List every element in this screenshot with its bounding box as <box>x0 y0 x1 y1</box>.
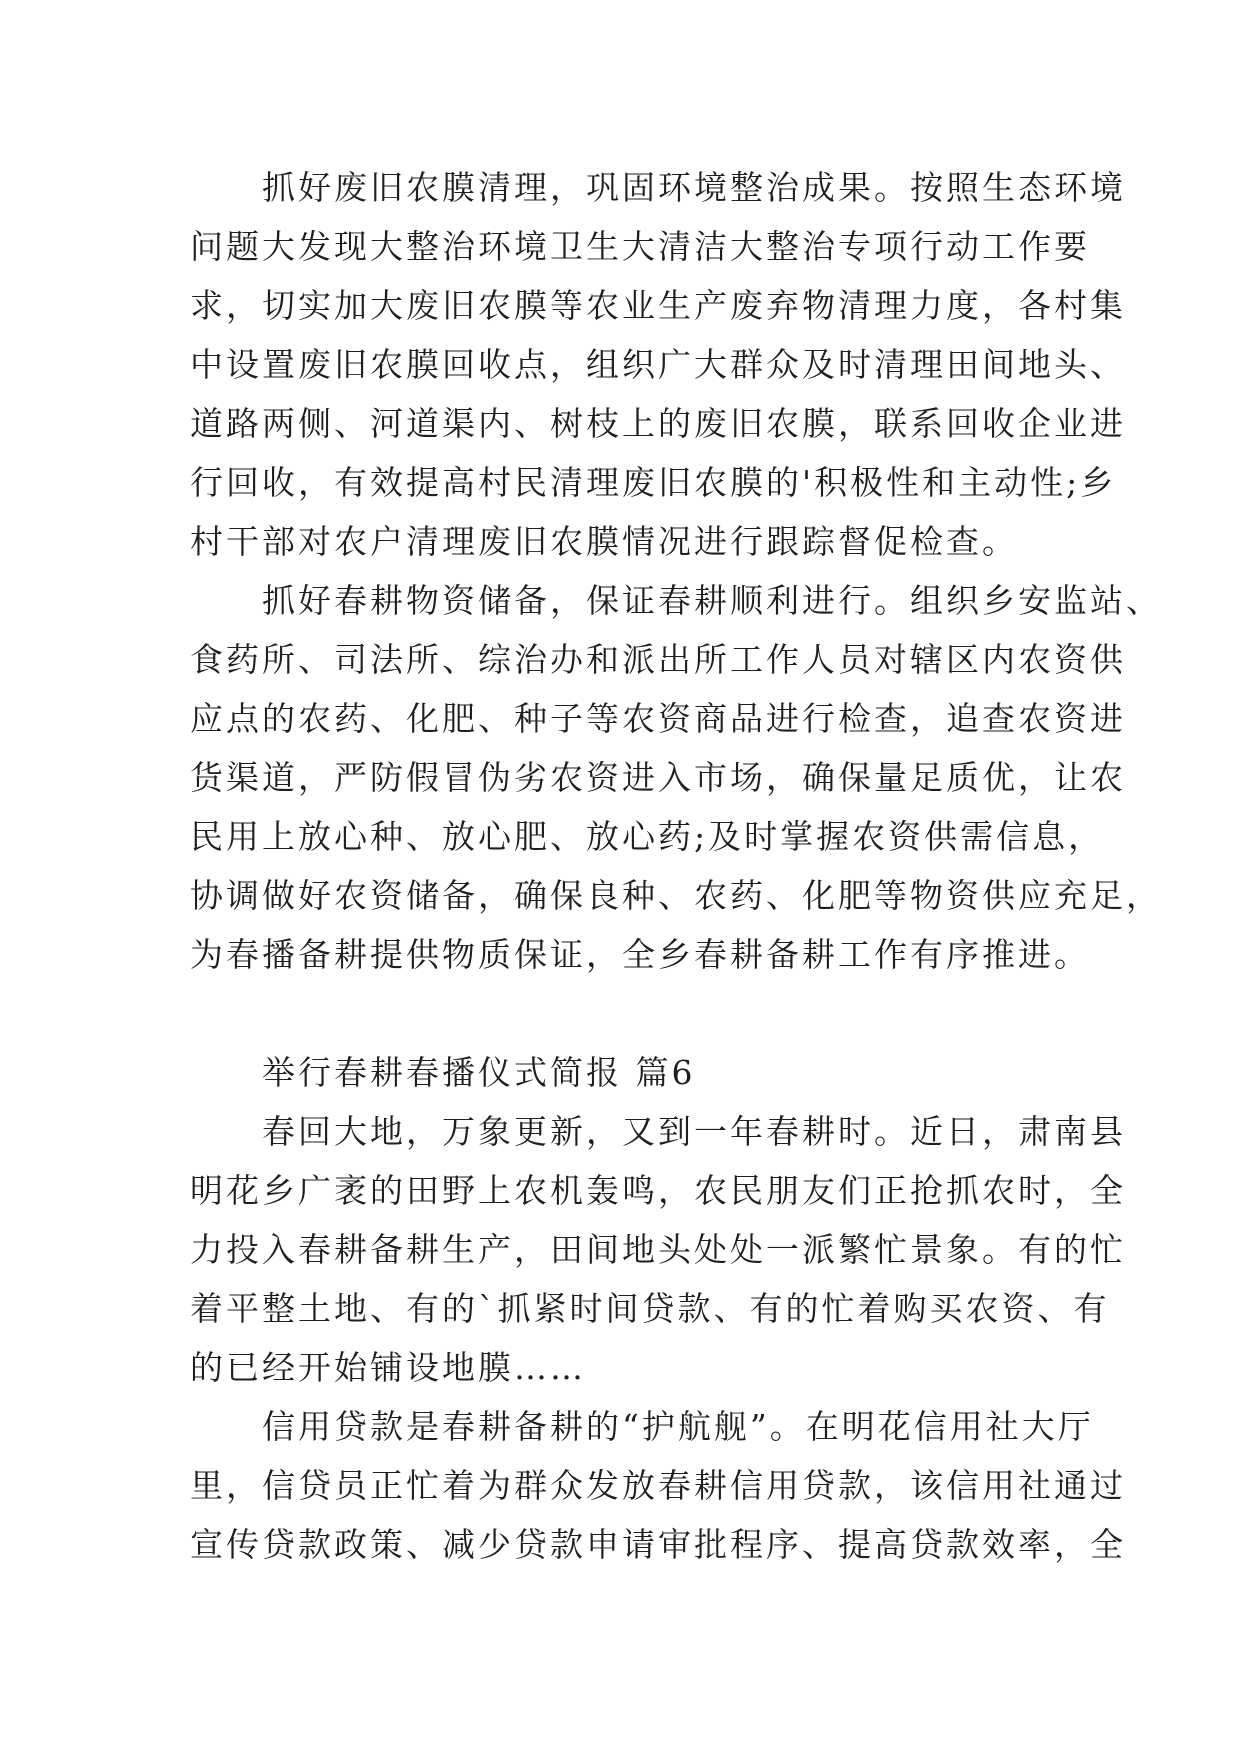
text-line: 道路两侧、河道渠内、树枝上的废旧农膜，联系回收企业进 <box>190 404 1126 443</box>
text-line: 求，切实加大废旧农膜等农业生产废弃物清理力度，各村集 <box>190 286 1126 325</box>
text-line: 为春播备耕提供物质保证，全乡春耕备耕工作有序推进。 <box>190 935 1090 974</box>
text-line: 着平整土地、有的`抓紧时间贷款、有的忙着购买农资、有 <box>190 1289 1110 1328</box>
text-line: 应点的农药、化肥、种子等农资商品进行检查，追查农资进 <box>190 699 1126 738</box>
paragraph-spring-scene <box>190 1102 1126 1397</box>
text-line: 中设置废旧农膜回收点，组织广大群众及时清理田间地头、 <box>190 345 1126 384</box>
text-line: 行回收，有效提高村民清理废旧农膜的'积极性和主动性;乡 <box>190 463 1117 502</box>
text-line: 问题大发现大整治环境卫生大清洁大整治专项行动工作要 <box>190 227 1090 266</box>
paragraph-supply-reserve <box>190 571 1162 984</box>
paragraph-credit-loans <box>190 1397 1126 1574</box>
text-line: 协调做好农资储备，确保良种、农药、化肥等物资供应充足， <box>190 876 1162 915</box>
text-line: 食药所、司法所、综治办和派出所工作人员对辖区内农资供 <box>190 640 1126 679</box>
document-body <box>190 158 1162 1574</box>
text-line: 明花乡广袤的田野上农机轰鸣，农民朋友们正抢抓农时，全 <box>190 1171 1126 1210</box>
text-line: 宣传贷款政策、减少贷款申请审批程序、提高贷款效率，全 <box>190 1525 1126 1564</box>
text-line: 抓好废旧农膜清理，巩固环境整治成果。按照生态环境 <box>190 168 1126 207</box>
text-line: 村干部对农户清理废旧农膜情况进行跟踪督促检查。 <box>190 522 1018 561</box>
text-line: 的已经开始铺设地膜…… <box>190 1348 586 1387</box>
paragraph-film-cleanup <box>190 158 1126 571</box>
paragraph-gap <box>190 984 1070 1043</box>
text-line: 民用上放心种、放心肥、放心药;及时掌握农资供需信息， <box>190 817 1105 856</box>
text-line: 里，信贷员正忙着为群众发放春耕信用贷款，该信用社通过 <box>190 1466 1126 1505</box>
text-line: 力投入春耕备耕生产，田间地头处处一派繁忙景象。有的忙 <box>190 1230 1126 1269</box>
text-line: 信用贷款是春耕备耕的“护航舰”。在明花信用社大厅 <box>190 1407 1094 1446</box>
section-title: 举行春耕春播仪式简报 篇6 <box>190 1053 696 1092</box>
text-line: 抓好春耕物资储备，保证春耕顺利进行。组织乡安监站、 <box>190 581 1162 620</box>
text-line: 春回大地，万象更新，又到一年春耕时。近日，肃南县 <box>190 1112 1126 1151</box>
section-heading <box>190 1043 1070 1102</box>
text-line: 货渠道，严防假冒伪劣农资进入市场，确保量足质优，让农 <box>190 758 1126 797</box>
